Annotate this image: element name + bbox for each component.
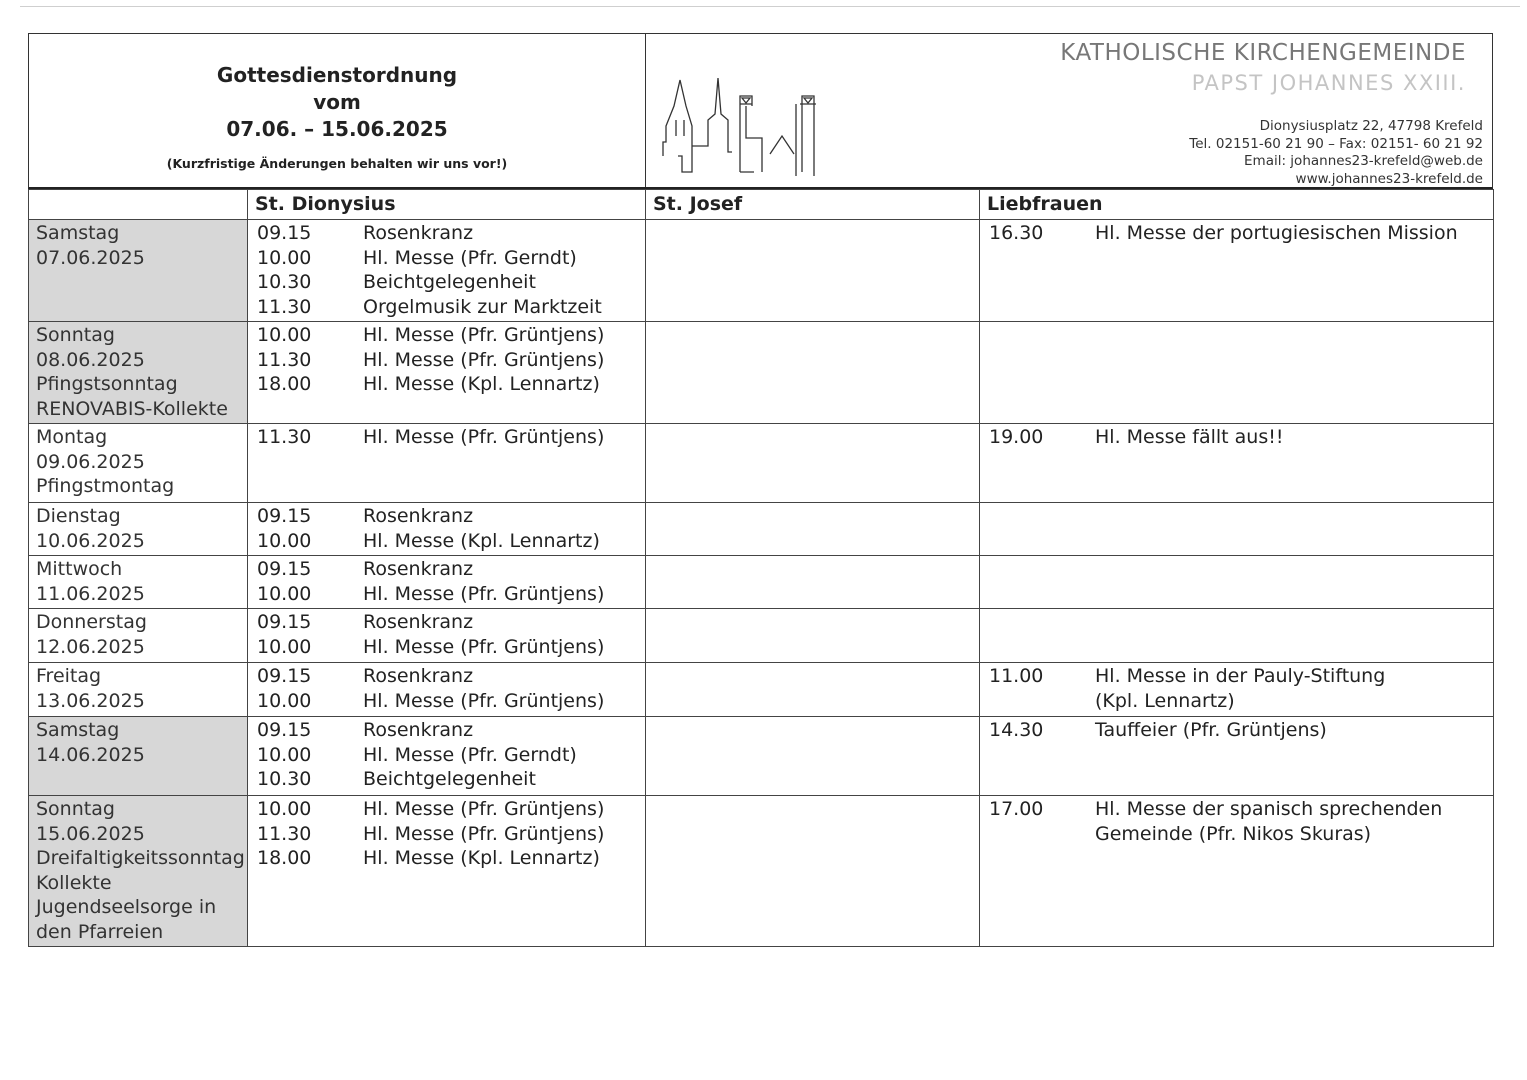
service-time: 18.00: [257, 847, 312, 869]
cell-dionysius: [248, 424, 646, 503]
cell-liebfrauen: [980, 796, 1494, 947]
service-event: Hl. Messe (Pfr. Grüntjens): [363, 822, 605, 845]
service-time: 10.00: [257, 635, 312, 658]
column-header-liebfrauen: Liebfrauen: [980, 190, 1494, 220]
cell-dionysius: [248, 717, 646, 796]
service-entry: [257, 743, 645, 768]
service-entry: [257, 246, 645, 271]
cell-dionysius: [248, 609, 646, 663]
service-time: 09.15: [257, 611, 312, 633]
day-cell: [29, 424, 248, 503]
day-label-line: Kollekte: [36, 871, 112, 894]
cell-liebfrauen: [980, 424, 1494, 503]
service-time: 09.15: [257, 222, 312, 244]
column-header-josef: St. Josef: [646, 190, 980, 220]
service-event: Hl. Messe (Pfr. Gerndt): [363, 743, 577, 766]
org-name: KATHOLISCHE KIRCHENGEMEINDE: [1060, 40, 1466, 66]
day-label-line: Samstag: [36, 222, 120, 244]
cell-josef: [646, 220, 980, 322]
service-entry: [257, 797, 645, 822]
day-label-line: 15.06.2025: [36, 822, 145, 845]
service-entry: [257, 557, 645, 582]
service-entry: [257, 323, 645, 348]
service-entry: [257, 582, 645, 607]
day-label-line: 12.06.2025: [36, 635, 145, 658]
day-label-line: Mittwoch: [36, 558, 123, 580]
service-event: Hl. Messe in der Pauly-Stiftung: [1095, 665, 1386, 687]
cell-liebfrauen: [980, 609, 1494, 663]
service-event: Hl. Messe (Kpl. Lennartz): [363, 373, 600, 395]
service-entry: [257, 372, 645, 397]
header-title-block: [29, 34, 646, 187]
service-time: 09.15: [257, 719, 312, 741]
service-event: Hl. Messe (Kpl. Lennartz): [363, 529, 600, 552]
column-header-row: [29, 190, 1494, 220]
service-entry: [989, 664, 1493, 689]
cell-josef: [646, 503, 980, 556]
cell-dionysius: [248, 322, 646, 424]
day-label-line: Donnerstag: [36, 611, 147, 633]
column-header-day: [29, 190, 248, 220]
day-label-line: Pfingstmontag: [36, 475, 175, 497]
org-website[interactable]: www.johannes23-krefeld.de: [1295, 170, 1483, 187]
cell-josef: [646, 609, 980, 663]
service-time: 09.15: [257, 665, 312, 687]
service-event: Hl. Messe der portugiesischen Mission: [1095, 222, 1458, 244]
day-label-line: 13.06.2025: [36, 689, 145, 712]
service-time: [989, 689, 1095, 714]
service-entry: [257, 689, 645, 714]
day-label-line: Samstag: [36, 719, 120, 741]
service-event: Rosenkranz: [363, 719, 474, 741]
service-entry: [257, 846, 645, 871]
service-event: Hl. Messe (Pfr. Grüntjens): [363, 798, 605, 820]
service-time: [989, 822, 1095, 847]
service-entry: [989, 425, 1493, 450]
service-entry: [257, 348, 645, 373]
table-row: [29, 503, 1494, 556]
service-entry: [989, 797, 1493, 822]
cell-josef: [646, 556, 980, 609]
service-event: Rosenkranz: [363, 222, 474, 244]
day-label-line: Freitag: [36, 665, 102, 687]
service-event: Rosenkranz: [363, 558, 474, 580]
service-event: Rosenkranz: [363, 505, 474, 527]
service-event: Hl. Messe (Pfr. Grüntjens): [363, 348, 605, 371]
service-time: 17.00: [989, 798, 1044, 820]
org-subtitle: PAPST JOHANNES XXIII.: [1191, 71, 1466, 95]
service-entry: [989, 689, 1493, 714]
schedule-table: [28, 189, 1494, 947]
cell-liebfrauen: [980, 717, 1494, 796]
cell-dionysius: [248, 556, 646, 609]
cell-liebfrauen: [980, 503, 1494, 556]
cell-dionysius: [248, 220, 646, 322]
cell-liebfrauen: [980, 322, 1494, 424]
service-time: 11.30: [257, 426, 312, 448]
cell-josef: [646, 717, 980, 796]
cell-josef: [646, 663, 980, 717]
day-label-line: RENOVABIS-Kollekte: [36, 397, 228, 420]
service-entry: [989, 718, 1493, 743]
day-label-line: 09.06.2025: [36, 450, 145, 473]
day-label-line: 14.06.2025: [36, 743, 145, 766]
service-event: Rosenkranz: [363, 665, 474, 687]
org-contact: [1189, 118, 1483, 188]
service-event: Hl. Messe (Pfr. Grüntjens): [363, 689, 605, 712]
service-event: Gemeinde (Pfr. Nikos Skuras): [1095, 822, 1372, 845]
day-cell: [29, 322, 248, 424]
service-event: Hl. Messe (Kpl. Lennartz): [363, 847, 600, 869]
service-entry: [257, 822, 645, 847]
service-entry: [257, 425, 645, 450]
day-label-line: 10.06.2025: [36, 529, 145, 552]
table-row: [29, 609, 1494, 663]
cell-josef: [646, 796, 980, 947]
service-event: Rosenkranz: [363, 611, 474, 633]
service-time: 11.00: [989, 665, 1044, 687]
service-time: 10.00: [257, 798, 312, 820]
day-cell: [29, 796, 248, 947]
service-time: 09.15: [257, 505, 312, 527]
service-event: Hl. Messe (Pfr. Grüntjens): [363, 324, 605, 346]
service-entry: [257, 718, 645, 743]
service-entry: [989, 221, 1493, 246]
header-org-block: [646, 34, 1492, 187]
cell-josef: [646, 322, 980, 424]
org-address: Dionysiusplatz 22, 47798 Krefeld: [1259, 118, 1483, 134]
cell-dionysius: [248, 663, 646, 717]
service-time: 11.30: [257, 295, 312, 318]
service-time: 10.00: [257, 246, 312, 269]
service-time: 16.30: [989, 222, 1044, 244]
cell-liebfrauen: [980, 663, 1494, 717]
service-time: 14.30: [989, 719, 1044, 741]
service-entry: [257, 529, 645, 554]
day-label-line: Dienstag: [36, 505, 121, 527]
service-time: 09.15: [257, 558, 312, 580]
table-row: [29, 322, 1494, 424]
table-row: [29, 424, 1494, 503]
service-time: 10.00: [257, 582, 312, 605]
service-entry: [257, 504, 645, 529]
day-label-line: Sonntag: [36, 324, 115, 346]
page-top-rule: [20, 6, 1520, 7]
service-entry: [257, 767, 645, 792]
date-range: 07.06. – 15.06.2025: [226, 117, 448, 141]
change-notice: (Kurzfristige Änderungen behalten wir uns vor!): [166, 156, 508, 171]
cell-dionysius: [248, 796, 646, 947]
service-time: 10.30: [257, 768, 312, 790]
table-row: [29, 717, 1494, 796]
day-label-line: Sonntag: [36, 798, 115, 820]
day-label-line: Jugendseelsorge in: [36, 896, 217, 918]
table-row: [29, 220, 1494, 322]
service-time: 19.00: [989, 426, 1044, 448]
service-event: Hl. Messe (Pfr. Grüntjens): [363, 426, 605, 448]
service-entry: [257, 610, 645, 635]
church-skyline-logo-icon: [660, 76, 830, 180]
service-entry: [257, 221, 645, 246]
service-event: Beichtgelegenheit: [363, 271, 536, 293]
service-event: Orgelmusik zur Marktzeit: [363, 295, 602, 318]
day-cell: [29, 717, 248, 796]
day-label-line: Montag: [36, 426, 108, 448]
service-time: 10.00: [257, 743, 312, 766]
day-label-line: 07.06.2025: [36, 246, 145, 269]
service-event: Hl. Messe der spanisch sprechenden: [1095, 798, 1443, 820]
cell-liebfrauen: [980, 556, 1494, 609]
service-event: Beichtgelegenheit: [363, 768, 536, 790]
cell-liebfrauen: [980, 220, 1494, 322]
service-entry: [257, 635, 645, 660]
header: [28, 33, 1493, 189]
org-email[interactable]: Email: johannes23-krefeld@web.de: [1244, 153, 1483, 169]
day-label-line: Dreifaltigkeitssonntag: [36, 847, 245, 869]
service-time: 11.30: [257, 348, 312, 371]
service-time: 10.30: [257, 271, 312, 293]
service-event: Hl. Messe (Pfr. Gerndt): [363, 246, 577, 269]
service-entry: [257, 270, 645, 295]
day-cell: [29, 556, 248, 609]
page-title: Gottesdienstordnung: [216, 63, 458, 87]
title-vom: vom: [313, 90, 361, 114]
table-row: [29, 796, 1494, 947]
service-entry: [257, 295, 645, 320]
service-event: Tauffeier (Pfr. Grüntjens): [1095, 719, 1327, 741]
day-cell: [29, 609, 248, 663]
cell-josef: [646, 424, 980, 503]
org-phone: Tel. 02151-60 21 90 – Fax: 02151- 60 21 92: [1189, 135, 1483, 152]
schedule-sheet: [28, 33, 1493, 947]
day-cell: [29, 220, 248, 322]
column-header-dionysius: St. Dionysius: [248, 190, 646, 220]
service-event: Hl. Messe (Pfr. Grüntjens): [363, 635, 605, 658]
service-event: Hl. Messe fällt aus!!: [1095, 426, 1284, 448]
day-label-line: Pfingstsonntag: [36, 373, 178, 395]
service-entry: [257, 664, 645, 689]
service-event: (Kpl. Lennartz): [1095, 689, 1235, 712]
service-entry: [989, 822, 1493, 847]
day-label-line: 11.06.2025: [36, 582, 145, 605]
table-row: [29, 556, 1494, 609]
day-label-line: 08.06.2025: [36, 348, 145, 371]
service-event: Hl. Messe (Pfr. Grüntjens): [363, 582, 605, 605]
cell-dionysius: [248, 503, 646, 556]
service-time: 10.00: [257, 529, 312, 552]
day-cell: [29, 663, 248, 717]
service-time: 10.00: [257, 324, 312, 346]
table-row: [29, 663, 1494, 717]
service-time: 18.00: [257, 373, 312, 395]
day-cell: [29, 503, 248, 556]
service-time: 11.30: [257, 822, 312, 845]
day-label-line: den Pfarreien: [36, 920, 164, 943]
service-time: 10.00: [257, 689, 312, 712]
